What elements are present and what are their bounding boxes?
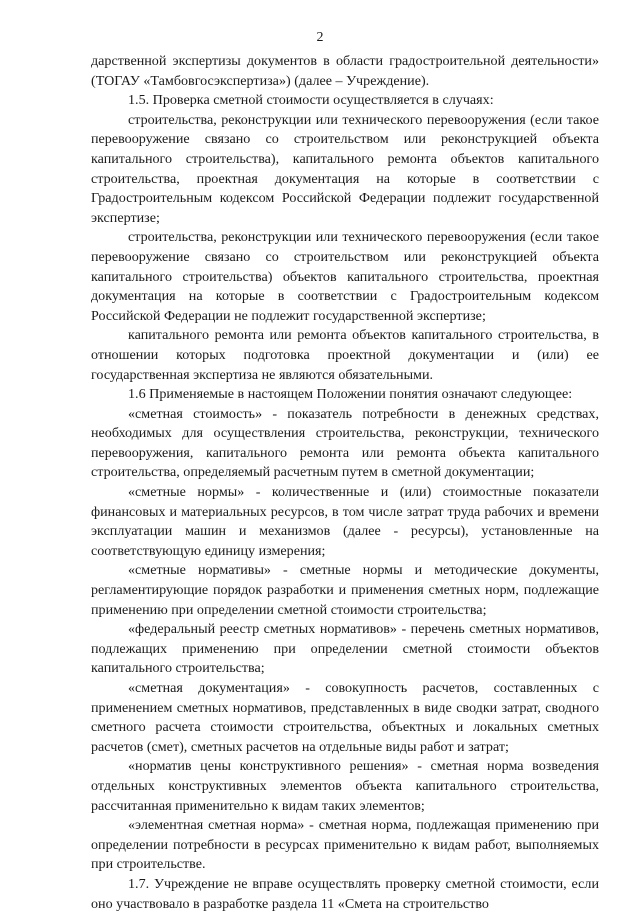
definition-elementnaya-norma: «элементная сметная норма» - сметная норма, подлежащая применению при определении потребности в ресурсах применительно к видам работ, выполняемых при строительстве. [91,817,599,873]
definition-smetnye-normativy: «сметные нормативы» - сметные нормы и методические документы, регламентирующие порядок разработки и применения сметных норм, подлежащие применению при определении сметной стоимости строительства; [91,562,599,618]
paragraph-section-1-5: 1.5. Проверка сметной стоимости осуществляется в случаях: [128,92,494,109]
paragraph-case-no-state-expertise: строительства, реконструкции или технического перевооружения (если такое перевооружение связано со строительством или реконструкцией объекта капитального строительства) объектов капитального строительства, проектная документация на которые в соответствии с Градостроительным кодексом Российской Федерации не подлежит государственной экспертизе; [91,229,599,324]
paragraph-case-state-expertise: строительства, реконструкции или технического перевооружения (если такое перевооружение связано со строительством или реконструкцией объекта капитального строительства), капитального ремонта объектов капитального строительства, проектная документация на которые в соответствии с Градостроительным кодексом Российской Федерации подлежит государственной экспертизе; [91,111,599,226]
paragraph-case-capital-repair: капитального ремонта или ремонта объектов капитального строительства, в отношении которых подготовка проектной документации и (или) ее государственная экспертиза не являются обязательными. [91,327,599,383]
definition-smetnaya-dokumentaciya: «сметная документация» - совокупность расчетов, составленных с применением сметных нормативов, представленных в виде сводки затрат, сводного сметного расчета стоимости строительства, объектных и локальных сметных расчетов (смет), сметных расчетов на отдельные виды работ и затрат; [91,680,599,755]
document-body [91,52,599,914]
paragraph-continuation: дарственной экспертизы документов в области градостроительной деятельности» (ТОГАУ «Тамбовгосэкспертиза») (далее – Учреждение). [91,53,599,89]
definition-smetnaya-stoimost: «сметная стоимость» - показатель потребности в денежных средствах, необходимых для осуществления строительства, реконструкции, технического перевооружения, капитального ремонта или ремонта объекта капитального строительства, определяемый расчетным путем в сметной документации; [91,405,599,481]
paragraph-section-1-6: 1.6 Применяемые в настоящем Положении понятия означают следующее: [128,386,573,403]
page-number: 2 [316,30,324,45]
definition-smetnye-normy: «сметные нормы» - количественные и (или) стоимостные показатели финансовых и материальных ресурсов, в том числе затрат труда рабочих и времени эксплуатации машин и механизмов (далее - ресурсы), установленные на соответствующую единицу измерения; [91,484,599,559]
definition-federalnyi-reestr: «федеральный реестр сметных нормативов» - перечень сметных нормативов, подлежащих применению при определении сметной стоимости объектов капитального строительства; [91,621,599,677]
definition-normativ-ceny: «норматив цены конструктивного решения» - сметная норма возведения отдельных конструктивных элементов объекта капитального строительства, рассчитанная применительно к видам таких элементов; [91,758,599,814]
paragraph-section-1-7: 1.7. Учреждение не вправе осуществлять проверку сметной стоимости, если оно участвовало в разработке раздела 11 «Смета на строительство [91,875,599,912]
